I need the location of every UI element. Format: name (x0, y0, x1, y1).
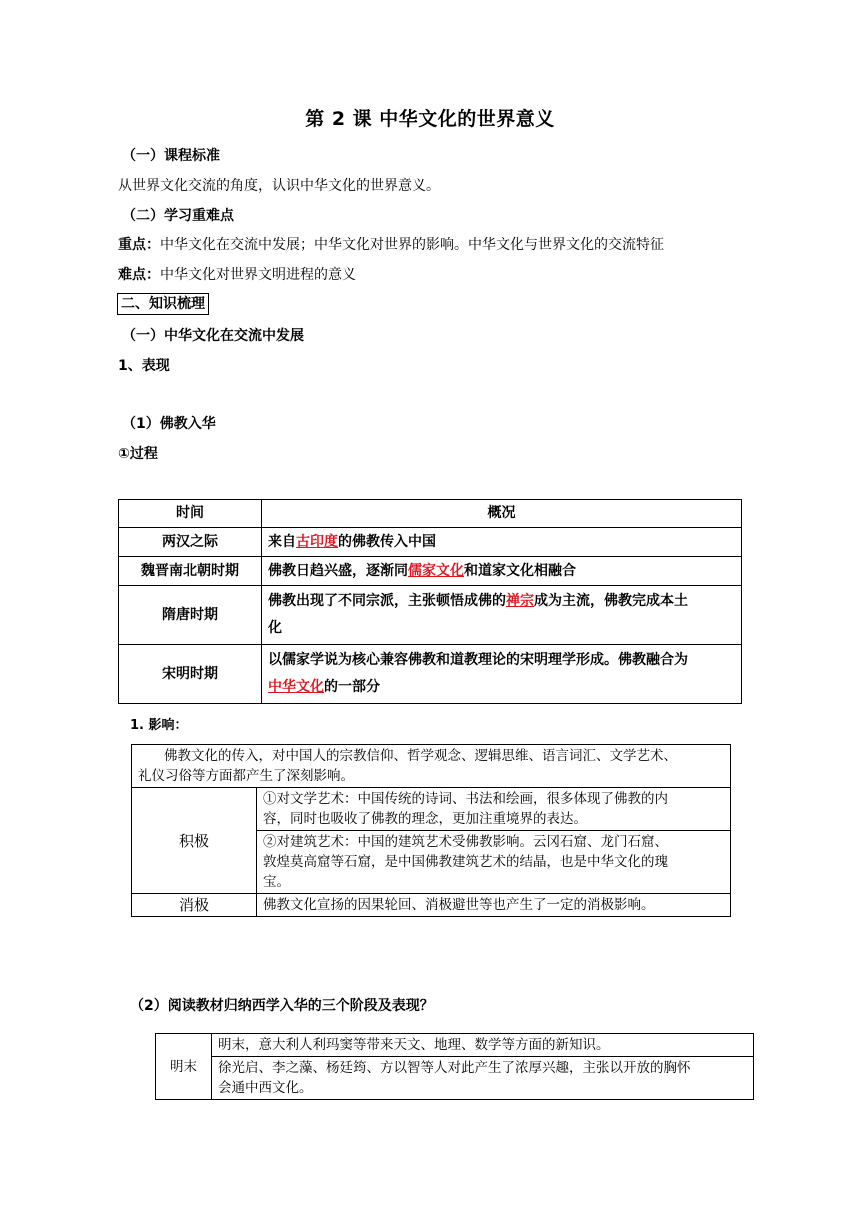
overview-text: 化 (268, 620, 282, 636)
key-point-line (118, 234, 664, 254)
key-point-text: 中华文化在交流中发展；中华文化对世界的影响。中华文化与世界文化的交流特征 (160, 237, 664, 253)
overview-text: 的一部分 (324, 679, 380, 695)
period-cell: 宋明时期 (119, 645, 262, 704)
positive-text: 宝。 (263, 874, 290, 890)
buddhism-heading: （1）佛教入华 (122, 416, 216, 432)
difficulty-text: 中华文化对世界文明进程的意义 (160, 267, 356, 283)
western-learning-table (155, 1033, 754, 1100)
intro-text: 礼仪习俗等方面都产生了深刻影响。 (138, 768, 354, 784)
period-cell: 两汉之际 (119, 528, 262, 557)
period-cell: 隋唐时期 (119, 586, 262, 645)
process-label: ①过程 (118, 446, 158, 462)
overview-text: 佛教出现了不同宗派，主张顿悟成佛的 (268, 593, 506, 609)
positive-text: 敦煌莫高窟等石窟，是中国佛教建筑艺术的结晶，也是中华文化的瑰 (263, 854, 668, 870)
knowledge-heading: 二、知识梳理 (117, 293, 209, 315)
table-row (132, 788, 731, 831)
table-row (132, 894, 731, 917)
positive-text: 容，同时也吸收了佛教的理念，更加注重境界的表达。 (263, 811, 587, 827)
table-row (119, 557, 742, 586)
key-point-label: 重点： (118, 237, 160, 253)
highlight-term: 中华文化 (268, 679, 324, 695)
overview-text: 来自 (268, 533, 296, 550)
header-overview: 概况 (262, 500, 742, 528)
overview-cell (262, 586, 742, 645)
highlight-term: 禅宗 (506, 593, 534, 609)
period-label: 明末 (156, 1034, 212, 1100)
overview-cell (262, 557, 742, 586)
section-heading-standard: （一）课程标准 (122, 148, 220, 164)
western-learning-heading: （2）阅读教材归纳西学入华的三个阶段及表现？ (130, 998, 434, 1014)
late-ming-text: 会通中西文化。 (218, 1080, 313, 1096)
table-row (132, 745, 731, 788)
table-row (156, 1057, 754, 1100)
positive-text: ②对建筑艺术：中国的建筑艺术受佛教影响。云冈石窟、龙门石窟、 (263, 834, 668, 850)
section-heading-keypoints: （二）学习重难点 (122, 208, 234, 224)
overview-text: 成为主流，佛教完成本土 (534, 593, 688, 609)
page-title: 第 2 课 中华文化的世界意义 (305, 108, 555, 130)
intro-text: 佛教文化的传入，对中国人的宗教信仰、哲学观念、逻辑思维、语言词汇、文学艺术、 (164, 748, 677, 764)
highlight-term: 古印度 (296, 533, 338, 550)
positive-architecture-cell (257, 831, 731, 894)
table-row (156, 1034, 754, 1057)
overview-text: 以儒家学说为核心兼容佛教和道教理论的宋明理学形成。佛教融合为 (268, 652, 688, 668)
standard-text: 从世界文化交流的角度，认识中华文化的世界意义。 (118, 178, 440, 194)
overview-cell (262, 528, 742, 557)
positive-text: ①对文学艺术：中国传统的诗词、书法和绘画，很多体现了佛教的内 (263, 791, 668, 807)
overview-cell (262, 645, 742, 704)
influence-label: 1. 影响： (130, 718, 188, 733)
buddhism-influence-table (131, 744, 731, 917)
table-row (119, 528, 742, 557)
overview-text: 的佛教传入中国 (338, 533, 436, 550)
sub-heading-exchange: （一）中华文化在交流中发展 (122, 328, 304, 344)
table-header-row (119, 500, 742, 528)
difficulty-line (118, 264, 356, 284)
late-ming-cell: 明末，意大利人利玛窦等带来天文、地理、数学等方面的新知识。 (212, 1034, 754, 1057)
late-ming-text: 徐光启、李之藻、杨廷筠、方以智等人对此产生了浓厚兴趣，主张以开放的胸怀 (218, 1060, 691, 1076)
late-ming-cell (212, 1057, 754, 1100)
table-row (119, 645, 742, 704)
table-row (119, 586, 742, 645)
overview-text: 和道家文化相融合 (464, 562, 576, 579)
period-cell: 魏晋南北朝时期 (119, 557, 262, 586)
positive-label: 积极 (132, 788, 257, 894)
difficulty-label: 难点： (118, 267, 160, 283)
header-time: 时间 (119, 500, 262, 528)
influence-intro (132, 745, 731, 788)
positive-literature-cell (257, 788, 731, 831)
overview-text: 佛教日趋兴盛，逐渐同 (268, 562, 408, 579)
item-performance: 1、表现 (118, 358, 170, 374)
buddhism-process-table (118, 499, 742, 704)
highlight-term: 儒家文化 (408, 562, 464, 579)
negative-cell: 佛教文化宣扬的因果轮回、消极避世等也产生了一定的消极影响。 (257, 894, 731, 917)
negative-label: 消极 (132, 894, 257, 917)
